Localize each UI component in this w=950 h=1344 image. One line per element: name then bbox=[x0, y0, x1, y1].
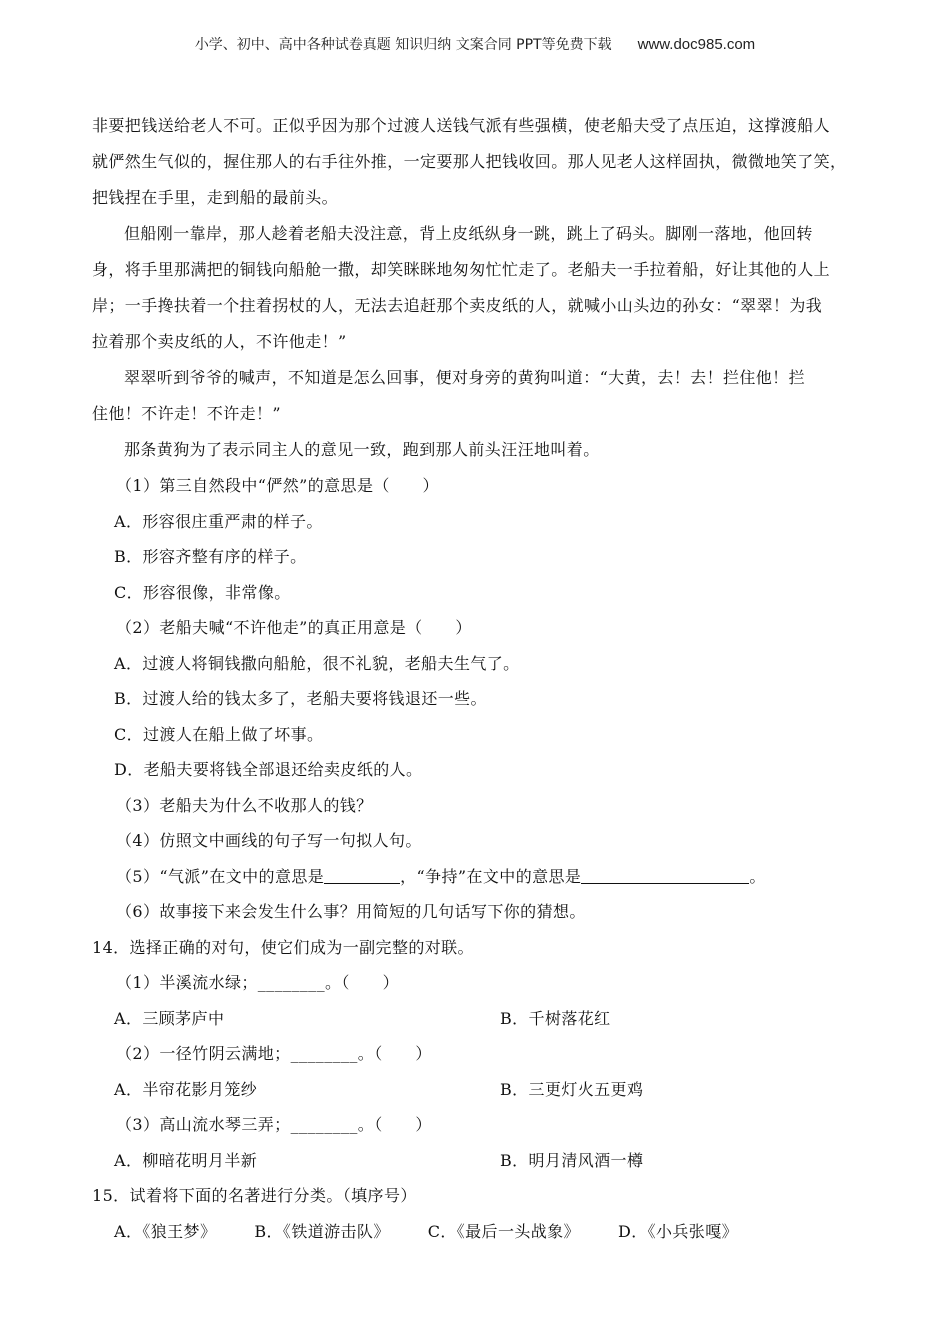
q14-item-stem bbox=[92, 1036, 892, 1072]
q13-sub2-option: D．老船夫要将钱全部退还给卖皮纸的人。 bbox=[114, 760, 423, 779]
q14-options bbox=[92, 1001, 892, 1037]
passage-line: 身，将手里那满把的铜钱向船舱一撒，却笑眯眯地匆匆忙忙走了。老船夫一手拉着船，好让其他的人上 bbox=[92, 260, 831, 279]
q13-sub2-option: B．过渡人给的钱太多了，老船夫要将钱退还一些。 bbox=[114, 689, 487, 708]
q14-item-stem bbox=[92, 1107, 892, 1143]
q13-sub5-part-b: ，“争持”在文中的意思是 bbox=[400, 866, 582, 886]
q13-sub1-option: C．形容很像，非常像。 bbox=[114, 582, 291, 602]
passage-line: 那条黄狗为了表示同主人的意见一致，跑到那人前头汪汪地叫着。 bbox=[124, 440, 600, 459]
passage-line: 拉着那个卖皮纸的人，不许他走！” bbox=[92, 332, 347, 351]
option-b: B．明月清风酒一樽 bbox=[500, 1150, 644, 1170]
page-header bbox=[0, 34, 950, 54]
passage-line: 住他！不许走！不许走！” bbox=[92, 404, 281, 423]
q13-sub4: （4）仿照文中画线的句子写一句拟人句。 bbox=[116, 831, 422, 850]
option-a: A．三顾茅庐中 bbox=[114, 1008, 225, 1028]
q13-sub1-stem: （1）第三自然段中“俨然”的意思是（ ） bbox=[116, 476, 439, 495]
q14-item-tail: 。（ ） bbox=[357, 1044, 432, 1063]
book-option: C．《最后一头战象》 bbox=[427, 1221, 580, 1241]
q14-item-tail: 。（ ） bbox=[324, 973, 399, 992]
q14-item-stem bbox=[92, 965, 892, 1001]
book-option: A．《狼王梦》 bbox=[114, 1221, 217, 1241]
answer-blank[interactable]: ________ bbox=[257, 973, 325, 992]
option-b: B．千树落花红 bbox=[500, 1008, 611, 1028]
q13-sub1-option: B．形容齐整有序的样子。 bbox=[114, 547, 307, 566]
q14-item-text: （1）半溪流水绿； bbox=[116, 973, 258, 992]
q14-item-text: （2）一径竹阴云满地； bbox=[116, 1044, 291, 1063]
answer-blank[interactable]: ________ bbox=[290, 1115, 358, 1134]
q14-title: 14．选择正确的对句，使它们成为一副完整的对联。 bbox=[92, 937, 474, 957]
q15-books bbox=[92, 1214, 892, 1250]
option-b: B．三更灯火五更鸡 bbox=[500, 1079, 644, 1099]
q13-sub3: （3）老船夫为什么不收那人的钱？ bbox=[116, 795, 373, 815]
document-body bbox=[92, 108, 892, 1249]
passage-line: 翠翠听到爷爷的喊声，不知道是怎么回事，便对身旁的黄狗叫道：“大黄，去！去！拦住他！拦 bbox=[124, 368, 805, 387]
answer-blank[interactable]: ________ bbox=[290, 1044, 358, 1063]
passage-line: 岸；一手搀扶着一个拄着拐杖的人，无法去追赶那个卖皮纸的人，就喊小山头边的孙女：“翠翠！为我 bbox=[92, 296, 823, 315]
q13-sub2-option: C．过渡人在船上做了坏事。 bbox=[114, 724, 324, 744]
q13-sub1-option: A．形容很庄重严肃的样子。 bbox=[114, 511, 323, 531]
q13-sub5-part-a: （5）“气派”在文中的意思是 bbox=[116, 866, 325, 886]
passage-line: 非要把钱送给老人不可。正似乎因为那个过渡人送钱气派有些强横，使老船夫受了点压迫，这撑渡船人 bbox=[92, 116, 831, 135]
q13-sub5-part-c: 。 bbox=[749, 866, 766, 886]
q13-sub6: （6）故事接下来会发生什么事？用简短的几句话写下你的猜想。 bbox=[116, 902, 586, 921]
passage-line: 把钱捏在手里，走到船的最前头。 bbox=[92, 188, 339, 207]
q14-item-text: （3）高山流水琴三弄； bbox=[116, 1115, 291, 1134]
q14-item-tail: 。（ ） bbox=[357, 1115, 432, 1134]
q15-title: 15．试着将下面的名著进行分类。（填序号） bbox=[92, 1186, 417, 1205]
passage-line: 就俨然生气似的，握住那人的右手往外推，一定要那人把钱收回。那人见老人这样固执，微微地笑了笑， bbox=[92, 152, 847, 171]
header-text: 小学、初中、高中各种试卷真题 知识归纳 文案合同 PPT等免费下载 bbox=[194, 37, 612, 53]
q13-sub2-option: A．过渡人将铜钱撒向船舱，很不礼貌，老船夫生气了。 bbox=[114, 653, 520, 673]
option-a: A．柳暗花明月半新 bbox=[114, 1150, 258, 1170]
q14-options bbox=[92, 1143, 892, 1179]
header-site[interactable]: www.doc985.com bbox=[637, 36, 756, 53]
answer-blank[interactable] bbox=[581, 863, 749, 884]
q13-sub2-stem: （2）老船夫喊“不许他走”的真正用意是（ ） bbox=[116, 618, 472, 637]
passage-line: 但船刚一靠岸，那人趁着老船夫没注意，背上皮纸纵身一跳，跳上了码头。脚刚一落地，他回转 bbox=[124, 224, 813, 243]
q14-options bbox=[92, 1072, 892, 1108]
q13-sub5 bbox=[92, 859, 892, 895]
answer-blank[interactable] bbox=[324, 863, 400, 884]
book-option: B．《铁道游击队》 bbox=[254, 1221, 390, 1241]
book-option: D．《小兵张嘎》 bbox=[617, 1221, 738, 1241]
option-a: A．半帘花影月笼纱 bbox=[114, 1079, 258, 1099]
